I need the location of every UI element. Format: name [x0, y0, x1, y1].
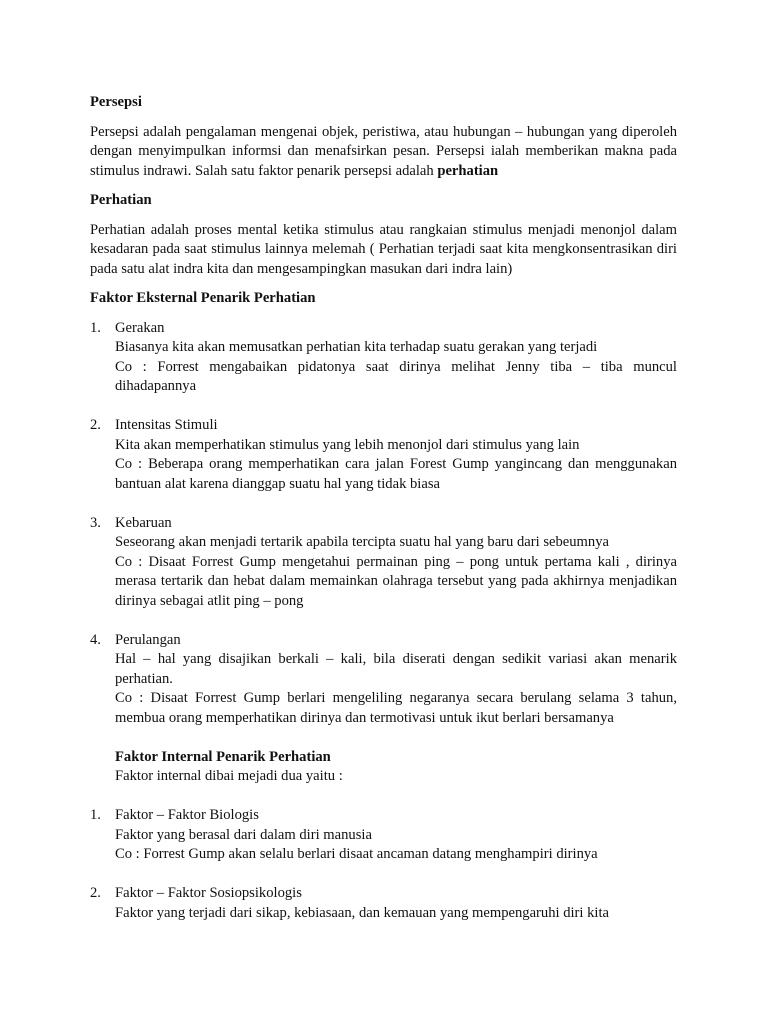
list-item: [90, 514, 677, 612]
item-example: Co : Forrest Gump akan selalu berlari disaat ancaman datang menghampiri dirinya: [115, 846, 598, 862]
item-title: Gerakan: [115, 319, 165, 336]
item-title: Kebaruan: [115, 514, 172, 531]
item-title: Faktor – Faktor Biologis: [115, 807, 259, 823]
list-number: 4.: [90, 631, 101, 648]
persepsi-bold-term: perhatian: [437, 162, 499, 179]
list-number: 2.: [90, 885, 101, 901]
list-item: [90, 416, 677, 494]
item-description: Hal – hal yang disajikan berkali – kali, bila diserati dengan sedikit variasi akan menarik perhatian.: [115, 651, 677, 687]
list-item: [90, 631, 677, 729]
list-number: 1.: [90, 807, 101, 823]
persepsi-text: Persepsi adalah pengalaman mengenai objek, peristiwa, atau hubungan – hubungan yang diperoleh dengan menyimpulkan informsi dan menafsirkan pesan. Persepsi ialah memberikan makna pada stimulus indrawi. Salah satu faktor penarik persepsi adalah: [90, 123, 677, 179]
heading-faktor-internal: Faktor Internal Penarik Perhatian: [115, 748, 331, 765]
list-item: [90, 884, 677, 923]
heading-faktor-eksternal: Faktor Eksternal Penarik Perhatian: [90, 290, 316, 306]
perhatian-paragraph: Perhatian adalah proses mental ketika stimulus atau rangkaian stimulus menjadi menonjol dalam kesadaran pada saat stimulus lainnya melemah ( Perhatian terjadi saat kita mengkonsentrasikan diri pada satu alat indra kita dan mengesampingkan masukan dari indra lain): [90, 221, 677, 277]
item-example: Co : Disaat Forrest Gump berlari mengeliling negaranya secara berulang selama 3 tahun, membua orang memperhatikan dirinya dan termotivasi untuk ikut berlari bersamanya: [115, 690, 677, 726]
list-item: [90, 319, 677, 397]
item-description: Biasanya kita akan memusatkan perhatian kita terhadap suatu gerakan yang terjadi: [115, 339, 598, 355]
item-title: Perulangan: [115, 631, 181, 648]
item-description: Seseorang akan menjadi tertarik apabila tercipta suatu hal yang baru dari sebeumnya: [115, 534, 609, 550]
heading-perhatian: Perhatian: [90, 192, 152, 208]
list-number: 1.: [90, 319, 101, 336]
item-example: Co : Beberapa orang memperhatikan cara jalan Forest Gump yangincang dan menggunakan bantuan alat karena dianggap suatu hal yang tidak biasa: [115, 456, 677, 492]
title-persepsi: Persepsi: [90, 94, 142, 110]
item-title: Faktor – Faktor Sosiopsikologis: [115, 885, 302, 901]
item-description: Faktor yang berasal dari dalam diri manusia: [115, 826, 372, 843]
internal-section: [90, 748, 677, 787]
item-description: Faktor yang terjadi dari sikap, kebiasaan, dan kemauan yang mempengaruhi diri kita: [115, 904, 609, 921]
document-page: [90, 93, 677, 923]
item-title: Intensitas Stimuli: [115, 417, 218, 433]
list-number: 3.: [90, 514, 101, 531]
persepsi-paragraph: [90, 123, 677, 182]
item-example: Co : Disaat Forrest Gump mengetahui permainan ping – pong untuk pertama kali , dirinya merasa tertarik dan hebat dalam memainkan olahraga tersebut yang pada akhirnya menjadikan dirinya sebagai atlit ping – pong: [115, 553, 677, 609]
item-example: Co : Forrest mengabaikan pidatonya saat dirinya melihat Jenny tiba – tiba muncul dihadapannya: [115, 358, 677, 394]
item-description: Kita akan memperhatikan stimulus yang lebih menonjol dari stimulus yang lain: [115, 436, 580, 453]
list-item: [90, 806, 677, 865]
eksternal-list: [90, 319, 677, 729]
internal-list: [90, 806, 677, 923]
internal-intro: Faktor internal dibai mejadi dua yaitu :: [115, 768, 343, 784]
list-number: 2.: [90, 417, 101, 433]
